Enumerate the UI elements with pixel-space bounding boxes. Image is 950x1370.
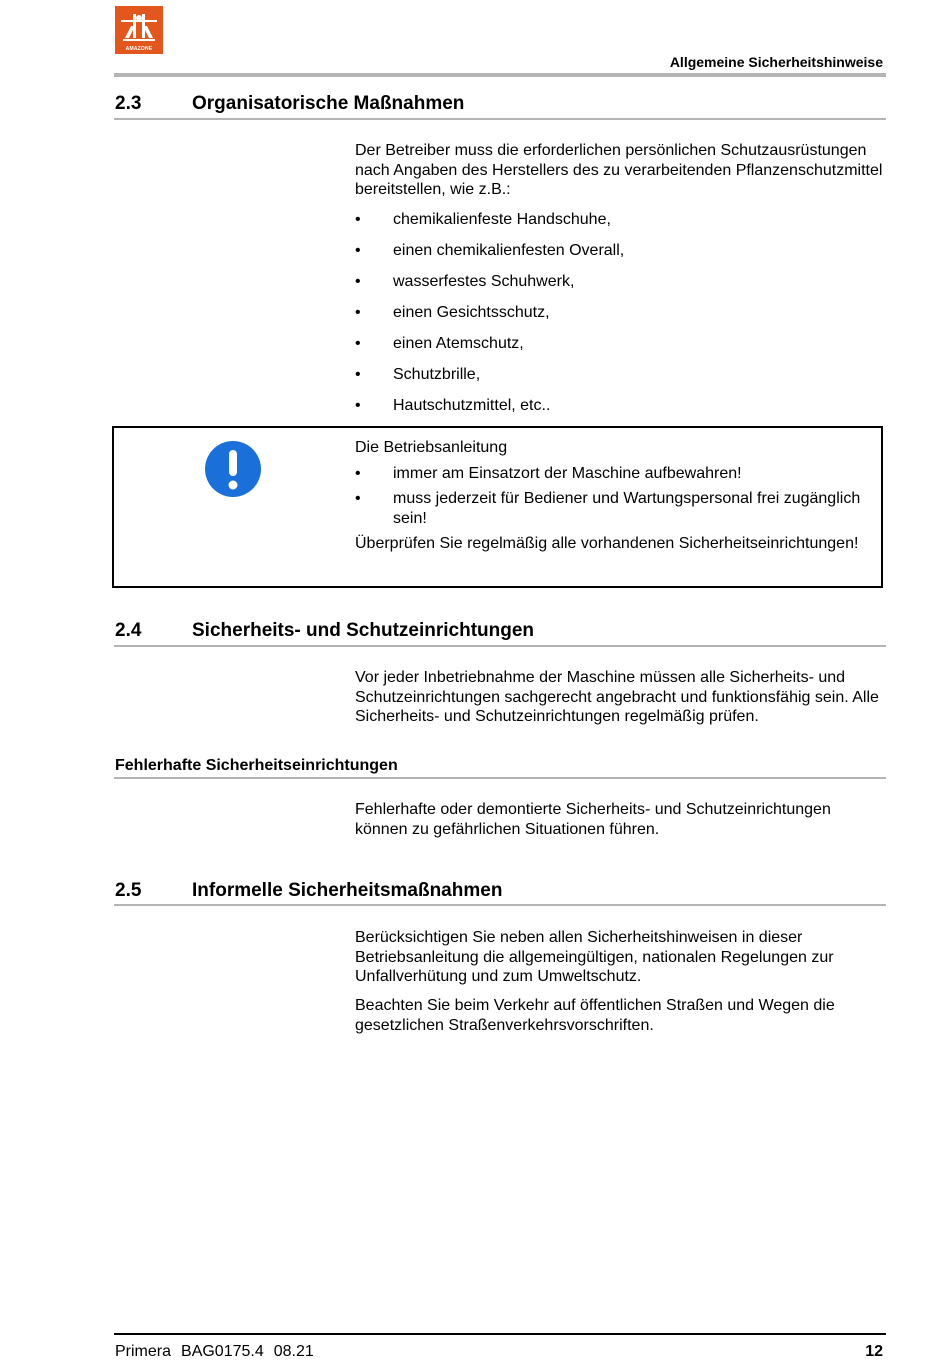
page-number: 12 (865, 1343, 883, 1360)
subheading-divider (114, 777, 886, 779)
notice-lead: Die Betriebsanleitung (355, 439, 508, 456)
footer-divider (114, 1333, 886, 1335)
footer-doc-code: BAG0175.4 (181, 1343, 264, 1360)
header-divider (114, 73, 886, 77)
section-heading-2-5 (115, 880, 502, 902)
informal-measures-para-1: Berücksichtigen Sie neben allen Sicherheitshinweisen in dieser Betriebsanleitung die allgemeingültigen, nationalen Regelungen zur Unfallverhütung und zum Umweltschutz. (355, 929, 834, 985)
section-title: Organisatorische Maßnahmen (192, 93, 465, 114)
faulty-devices-text: Fehlerhafte oder demontierte Sicherheits- und Schutzeinrichtungen können zu gefährlichen Situationen führen. (355, 801, 831, 838)
exclamation-icon (204, 440, 262, 498)
ppe-intro-text: Der Betreiber muss die erforderlichen persönlichen Schutzausrüstungen nach Angaben des Herstellers des zu verarbeitenden Pflanzenschutzmittel bereitstellen, wie z.B.: (355, 142, 883, 198)
section-divider (114, 118, 886, 120)
list-item: • einen Atemschutz, (355, 335, 524, 352)
footer-date: 08.21 (273, 1343, 314, 1360)
footer-doc-info (115, 1343, 324, 1361)
logo-text: AMAZONE (125, 46, 153, 52)
section-divider (114, 645, 886, 647)
safety-devices-text: Vor jeder Inbetriebnahme der Maschine müssen alle Sicherheits- und Schutzeinrichtungen sachgerecht angebracht und funktionsfähig sein. Alle Sicherheits- und Schutzeinrichtungen regelmäßig prüfen. (355, 669, 879, 725)
list-item: • Hautschutzmittel, etc.. (355, 397, 551, 414)
list-item: • muss jederzeit für Bediener und Wartungspersonal frei zugänglich sein! (355, 490, 861, 527)
section-heading-2-3 (115, 93, 464, 115)
footer-product: Primera (115, 1343, 172, 1360)
notice-list (355, 464, 885, 529)
header-section-title: Allgemeine Sicherheitshinweise (669, 54, 883, 70)
section-title: Informelle Sicherheitsmaßnahmen (192, 880, 503, 901)
list-item: • immer am Einsatzort der Maschine aufbewahren! (355, 464, 742, 482)
section-number: 2.3 (115, 93, 142, 114)
list-item: • einen Gesichtsschutz, (355, 304, 550, 321)
subheading-faulty-devices: Fehlerhafte Sicherheitseinrichtungen (115, 757, 398, 774)
section-divider (114, 904, 886, 906)
informal-measures-para-2: Beachten Sie beim Verkehr auf öffentlichen Straßen und Wegen die gesetzlichen Straßenverkehrsvorschriften. (355, 997, 835, 1034)
list-item: • chemikalienfeste Handschuhe, (355, 211, 611, 228)
amazone-logo (115, 6, 163, 54)
list-item: • Schutzbrille, (355, 366, 481, 383)
ppe-list (355, 210, 885, 427)
section-number: 2.4 (115, 620, 142, 641)
section-title: Sicherheits- und Schutzeinrichtungen (192, 620, 535, 641)
section-number: 2.5 (115, 880, 142, 901)
list-item: • wasserfestes Schuhwerk, (355, 273, 575, 290)
notice-content (355, 438, 885, 554)
notice-closing: Überprüfen Sie regelmäßig alle vorhandenen Sicherheitseinrichtungen! (355, 535, 859, 552)
list-item: • einen chemikalienfesten Overall, (355, 242, 625, 259)
section-heading-2-4 (115, 620, 534, 642)
